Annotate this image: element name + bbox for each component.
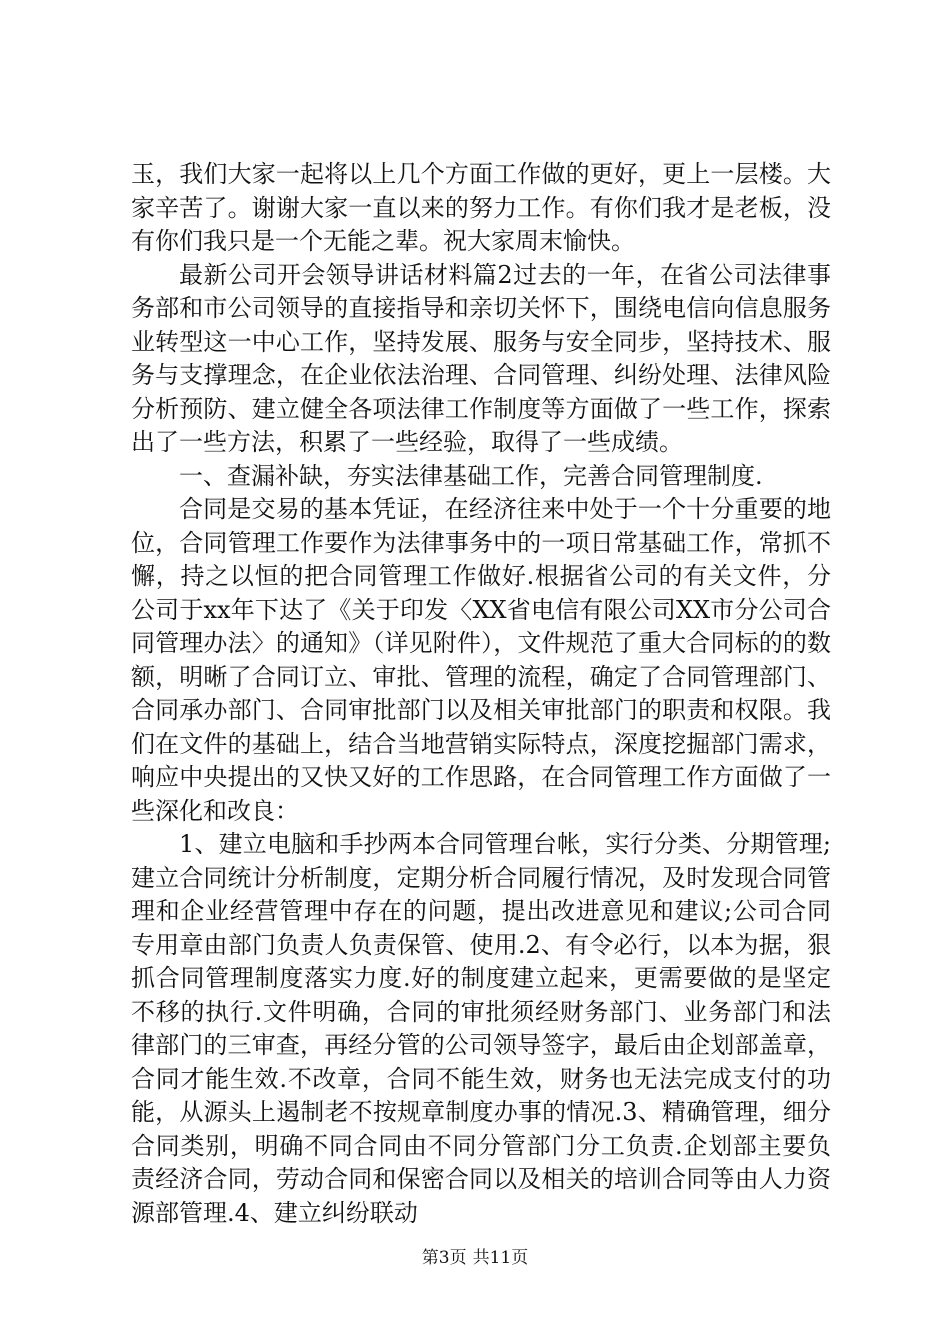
page-footer	[0, 1243, 950, 1268]
paragraph-speech-intro: 最新公司开会领导讲话材料篇2过去的一年，在省公司法律事务部和市公司领导的直接指导和亲切关怀下，围绕电信向信息服务业转型这一中心工作，坚持发展、服务与安全同步，坚持技术、服务与支撑理念，在企业依法治理、合同管理、纠纷处理、法律风险分析预防、建立健全各项法律工作制度等方面做了一些工作，探索出了一些方法，积累了一些经验，取得了一些成绩。	[131, 260, 831, 456]
paragraph-contract-basis: 合同是交易的基本凭证，在经济往来中处于一个十分重要的地位，合同管理工作要作为法律事务中的一项日常基础工作，常抓不懈，持之以恒的把合同管理工作做好.根据省公司的有关文件，分公司于xx年下达了《关于印发〈XX省电信有限公司XX市分公司合同管理办法〉的通知》（详见附件），文件规范了重大合同标的的数额，明晰了合同订立、审批、管理的流程，确定了合同管理部门、合同承办部门、合同审批部门以及相关审批部门的职责和权限。我们在文件的基础上，结合当地营销实际特点，深度挖掘部门需求，响应中央提出的又快又好的工作思路，在合同管理工作方面做了一些深化和改良：	[131, 495, 831, 825]
document-body	[131, 158, 831, 1230]
paragraph-measures: 1、建立电脑和手抄两本合同管理台帐，实行分类、分期管理;建立合同统计分析制度，定期分析合同履行情况，及时发现合同管理和企业经营管理中存在的问题，提出改进意见和建议;公司合同专用章由部门负责人负责保管、使用.2、有令必行，以本为据，狠抓合同管理制度落实力度.好的制度建立起来，更需要做的是坚定不移的执行.文件明确，合同的审批须经财务部门、业务部门和法律部门的三审查，再经分管的公司领导签字，最后由企划部盖章，合同才能生效.不改章，合同不能生效，财务也无法完成支付的功能，从源头上遏制老不按规章制度办事的情况.3、精确管理，细分合同类别，明确不同合同由不同分管部门分工负责.企划部主要负责经济合同，劳动合同和保密合同以及相关的培训合同等由人力资源部管理.4、建立纠纷联动	[131, 830, 831, 1227]
paragraph-continued: 玉，我们大家一起将以上几个方面工作做的更好，更上一层楼。大家辛苦了。谢谢大家一直以来的努力工作。有你们我才是老板，没有你们我只是一个无能之辈。祝大家周末愉快。	[131, 160, 831, 255]
page-total: 共11页	[472, 1248, 529, 1268]
section-heading: 一、查漏补缺，夯实法律基础工作，完善合同管理制度.	[179, 461, 763, 490]
page-number: 第3页	[421, 1248, 467, 1268]
